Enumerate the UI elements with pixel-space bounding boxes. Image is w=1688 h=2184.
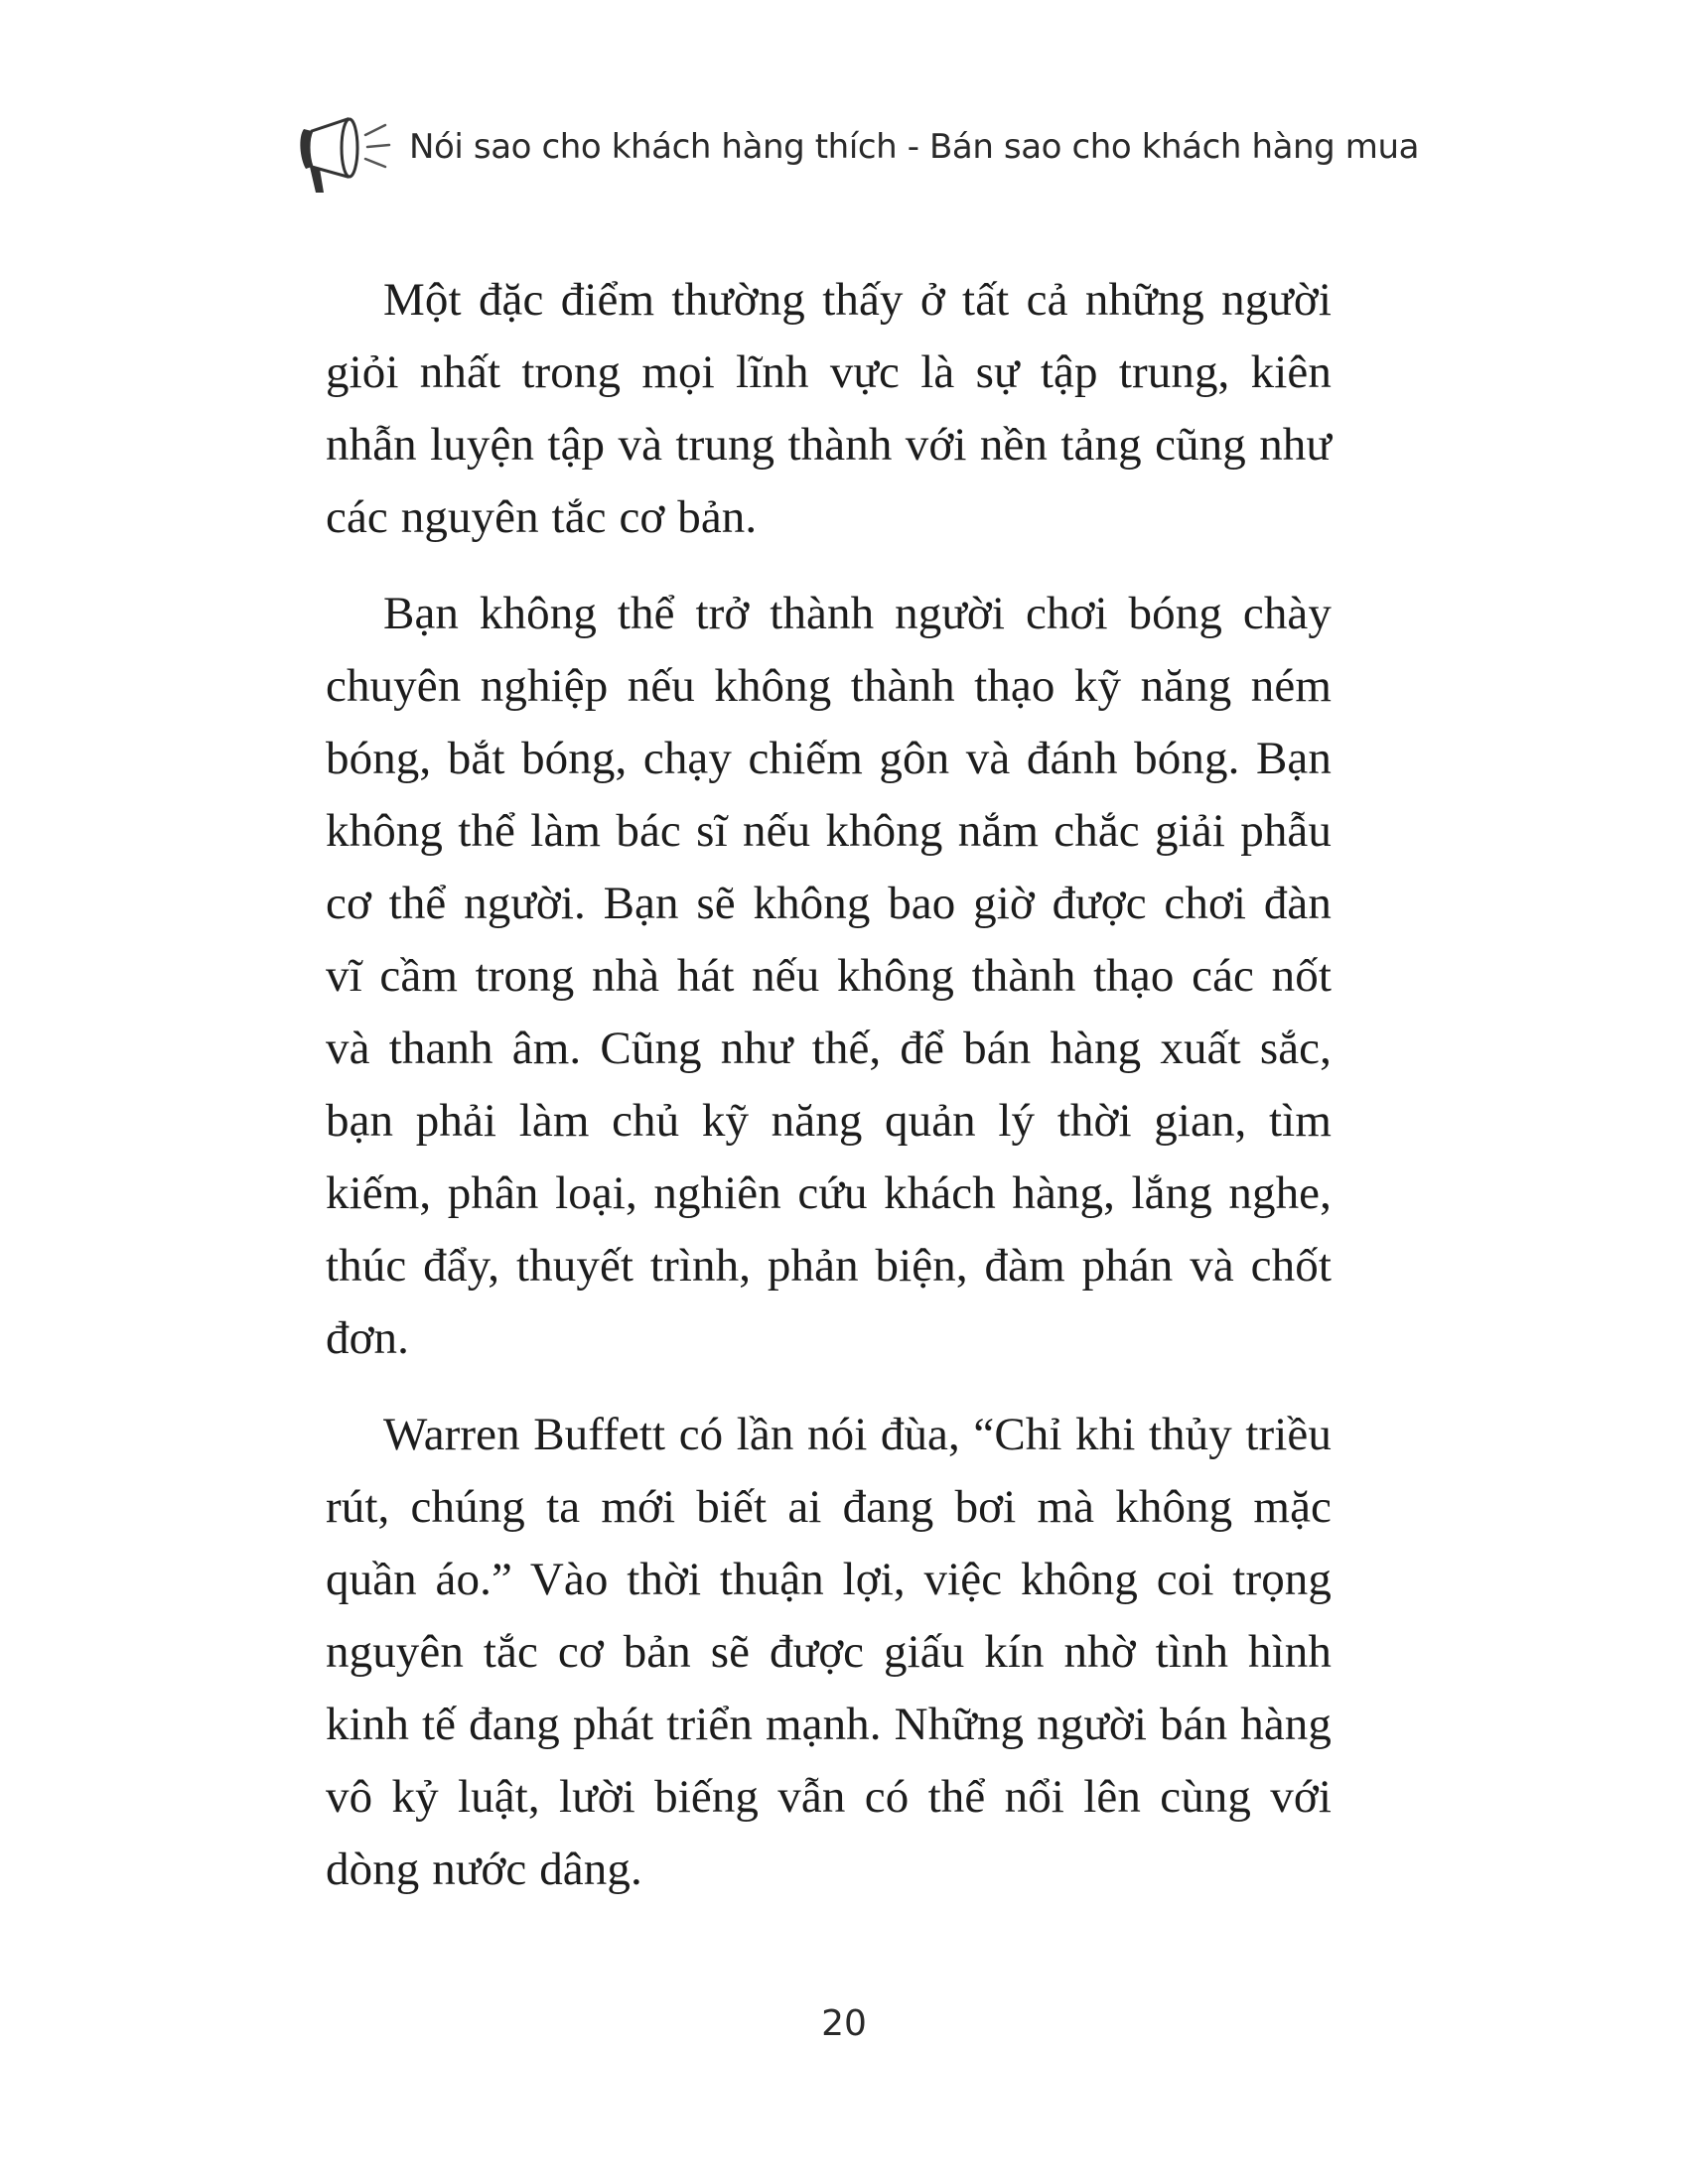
running-title: Nói sao cho khách hàng thích - Bán sao cho khách hàng mua <box>409 127 1420 167</box>
running-header <box>290 107 1420 197</box>
megaphone-icon <box>290 107 404 197</box>
paragraph: Bạn không thể trở thành người chơi bóng chày chuyên nghiệp nếu không thành thạo kỹ năng ném bóng, bắt bóng, chạy chiếm gôn và đánh bóng. Bạn không thể làm bác sĩ nếu không nắm chắc giải phẫu cơ thể người. Bạn sẽ không bao giờ được chơi đàn vĩ cầm trong nhà hát nếu không thành thạo các nốt và thanh âm. Cũng như thế, để bán hàng xuất sắc, bạn phải làm chủ kỹ năng quản lý thời gian, tìm kiếm, phân loại, nghiên cứu khách hàng, lắng nghe, thúc đẩy, thuyết trình, phản biện, đàm phán và chốt đơn. <box>326 588 1332 1364</box>
body-text <box>326 264 1332 1930</box>
paragraph: Một đặc điểm thường thấy ở tất cả những người giỏi nhất trong mọi lĩnh vực là sự tập trung, kiên nhẫn luyện tập và trung thành với nền tảng cũng như các nguyên tắc cơ bản. <box>326 274 1332 543</box>
paragraph: Warren Buffett có lần nói đùa, “Chỉ khi thủy triều rút, chúng ta mới biết ai đang bơi mà không mặc quần áo.” Vào thời thuận lợi, việc không coi trọng nguyên tắc cơ bản sẽ được giấu kín nhờ tình hình kinh tế đang phát triển mạnh. Những người bán hàng vô kỷ luật, lười biếng vẫn có thể nổi lên cùng với dòng nước dâng. <box>326 1409 1332 1895</box>
page-number: 20 <box>821 2003 867 2044</box>
